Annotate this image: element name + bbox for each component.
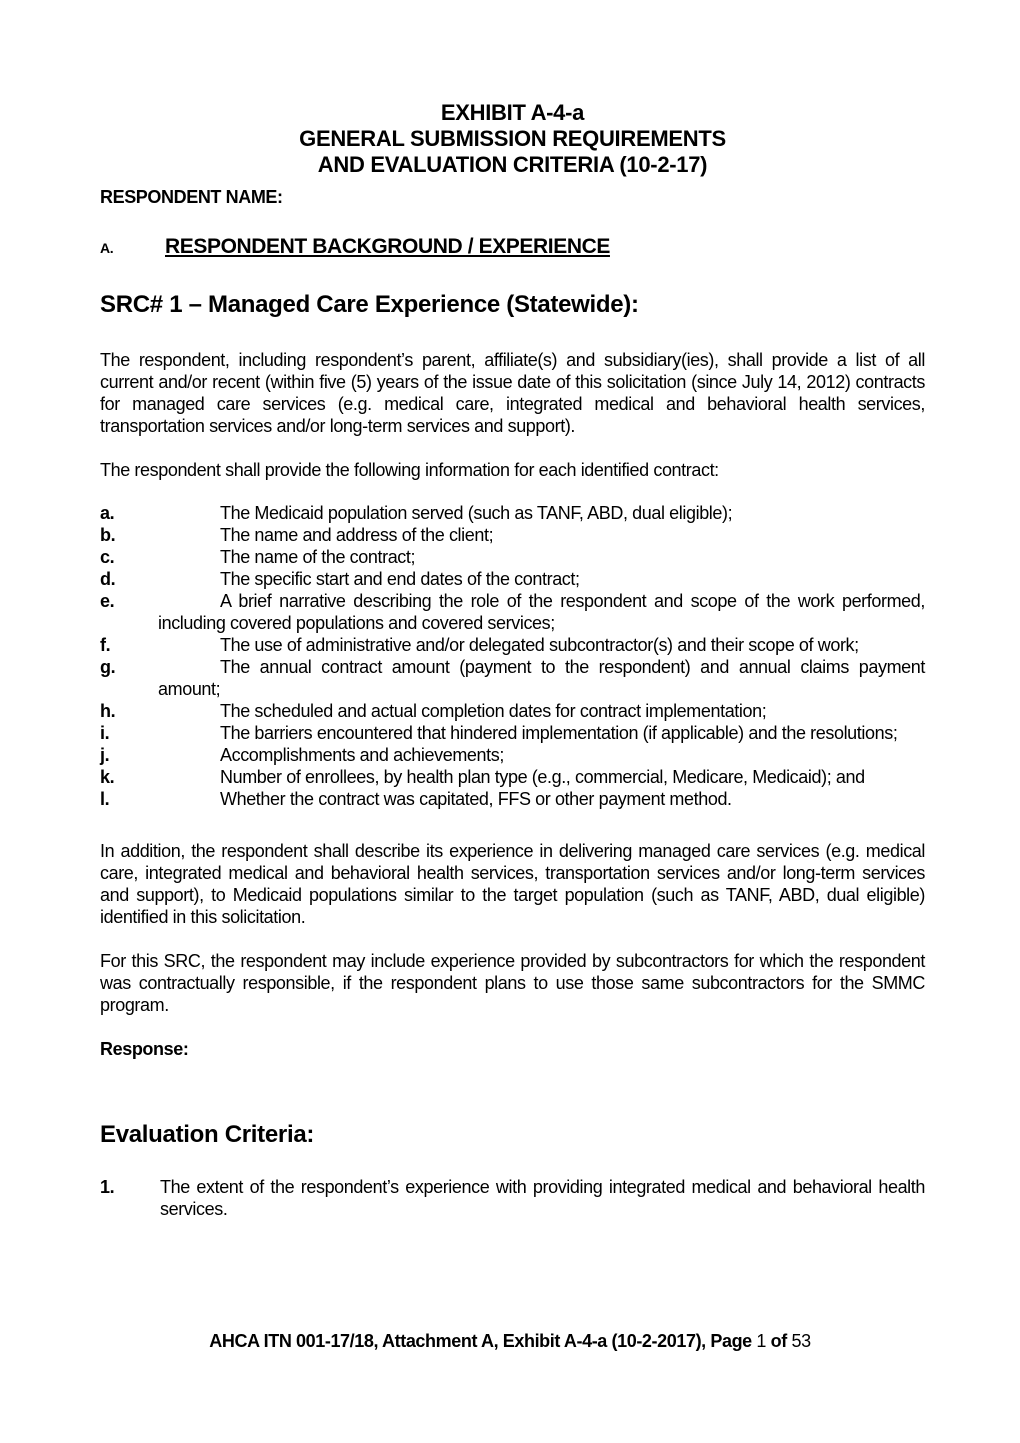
contract-info-item: [100, 700, 925, 722]
evaluation-item-marker: 1.: [100, 1177, 115, 1197]
contract-info-item-marker: h.: [100, 701, 116, 721]
contract-info-item-text: The barriers encountered that hindered implementation (if applicable) and the resolutions;: [220, 723, 898, 743]
contract-info-item-marker: a.: [100, 503, 115, 523]
contract-info-item-text: The name of the contract;: [220, 547, 416, 567]
contract-info-item: [100, 502, 925, 524]
evaluation-criteria-list: [100, 1176, 925, 1220]
footer-label: AHCA ITN 001-17/18, Attachment A, Exhibit A-4-a (10-2-2017), Page: [209, 1331, 752, 1351]
contract-info-item: [100, 524, 925, 546]
contract-info-item: [100, 568, 925, 590]
footer-of-label: of: [770, 1331, 787, 1351]
response-label: Response:: [100, 1039, 189, 1059]
page-footer: [0, 1330, 1020, 1352]
contract-info-item: [100, 634, 925, 656]
contract-info-item: [100, 744, 925, 766]
contract-info-item-marker: e.: [100, 591, 115, 611]
src1-intro-paragraph: The respondent, including respondent’s parent, affiliate(s) and subsidiary(ies), shall provide a list of all current and/or recent (within five (5) years of the issue date of this solicitation (since July 14, 2012) contracts for managed care services (e.g. medical care, integrated medical and behavioral health services, transportation services and/or long-term services and support).: [100, 350, 925, 436]
footer-page-number: 1: [756, 1331, 767, 1351]
src1-instruction-paragraph: The respondent shall provide the following information for each identified contract:: [100, 460, 719, 480]
contract-info-item-marker: g.: [100, 657, 116, 677]
src1-heading: SRC# 1 – Managed Care Experience (Statewide):: [100, 291, 639, 318]
contract-info-item-marker: f.: [100, 635, 111, 655]
document-title: [100, 100, 925, 178]
contract-info-item-text: The scheduled and actual completion dates for contract implementation;: [220, 701, 767, 721]
contract-info-list: [100, 502, 925, 810]
page-content: [100, 0, 925, 1220]
contract-info-item-marker: c.: [100, 547, 115, 567]
contract-info-item-text: The use of administrative and/or delegated subcontractor(s) and their scope of work;: [220, 635, 859, 655]
contract-info-item-text: Whether the contract was capitated, FFS or other payment method.: [220, 789, 732, 809]
src1-subcontractor-paragraph: For this SRC, the respondent may include experience provided by subcontractors for which the respondent was contractually responsible, if the respondent plans to use those same subcontractors for the SMMC program.: [100, 951, 925, 1015]
evaluation-criteria-heading: Evaluation Criteria:: [100, 1121, 315, 1148]
contract-info-item-marker: b.: [100, 525, 116, 545]
contract-info-item: [100, 788, 925, 810]
contract-info-item-text: The Medicaid population served (such as TANF, ABD, dual eligible);: [220, 503, 733, 523]
contract-info-item-text: Accomplishments and achievements;: [220, 745, 504, 765]
contract-info-item-text: The annual contract amount (payment to the respondent) and annual claims payment amount;: [158, 657, 925, 699]
contract-info-item: [100, 656, 925, 700]
contract-info-item-marker: k.: [100, 767, 115, 787]
contract-info-item-text: The specific start and end dates of the contract;: [220, 569, 580, 589]
contract-info-item-text: Number of enrollees, by health plan type (e.g., commercial, Medicare, Medicaid); and: [220, 767, 865, 787]
contract-info-item-marker: i.: [100, 723, 110, 743]
contract-info-item-text: A brief narrative describing the role of the respondent and scope of the work performed, including covered populations and covered services;: [158, 591, 925, 633]
title-line-1: EXHIBIT A-4-a: [440, 100, 585, 125]
contract-info-item-text: The name and address of the client;: [220, 525, 494, 545]
contract-info-item: [100, 722, 925, 744]
footer-total-pages: 53: [791, 1331, 811, 1351]
contract-info-item-marker: l.: [100, 789, 110, 809]
contract-info-item: [100, 766, 925, 788]
contract-info-item-marker: d.: [100, 569, 116, 589]
respondent-name-label: RESPONDENT NAME:: [100, 187, 283, 207]
title-line-2: GENERAL SUBMISSION REQUIREMENTS: [299, 126, 726, 151]
contract-info-item: [100, 590, 925, 634]
section-a-heading: [100, 234, 925, 260]
evaluation-item: [100, 1176, 925, 1220]
src1-addition-paragraph: In addition, the respondent shall describe its experience in delivering managed care services (e.g. medical care, integrated medical and behavioral health services, transportation services and/or long-term services and support), to Medicaid populations similar to the target population (such as TANF, ABD, dual eligible) identified in this solicitation.: [100, 841, 925, 927]
section-a-marker: A.: [100, 240, 114, 256]
title-line-3: AND EVALUATION CRITERIA (10-2-17): [317, 152, 708, 177]
section-a-title: RESPONDENT BACKGROUND / EXPERIENCE: [165, 235, 610, 258]
contract-info-item-marker: j.: [100, 745, 110, 765]
evaluation-item-text: The extent of the respondent’s experience with providing integrated medical and behavioral health services.: [160, 1177, 925, 1219]
contract-info-item: [100, 546, 925, 568]
